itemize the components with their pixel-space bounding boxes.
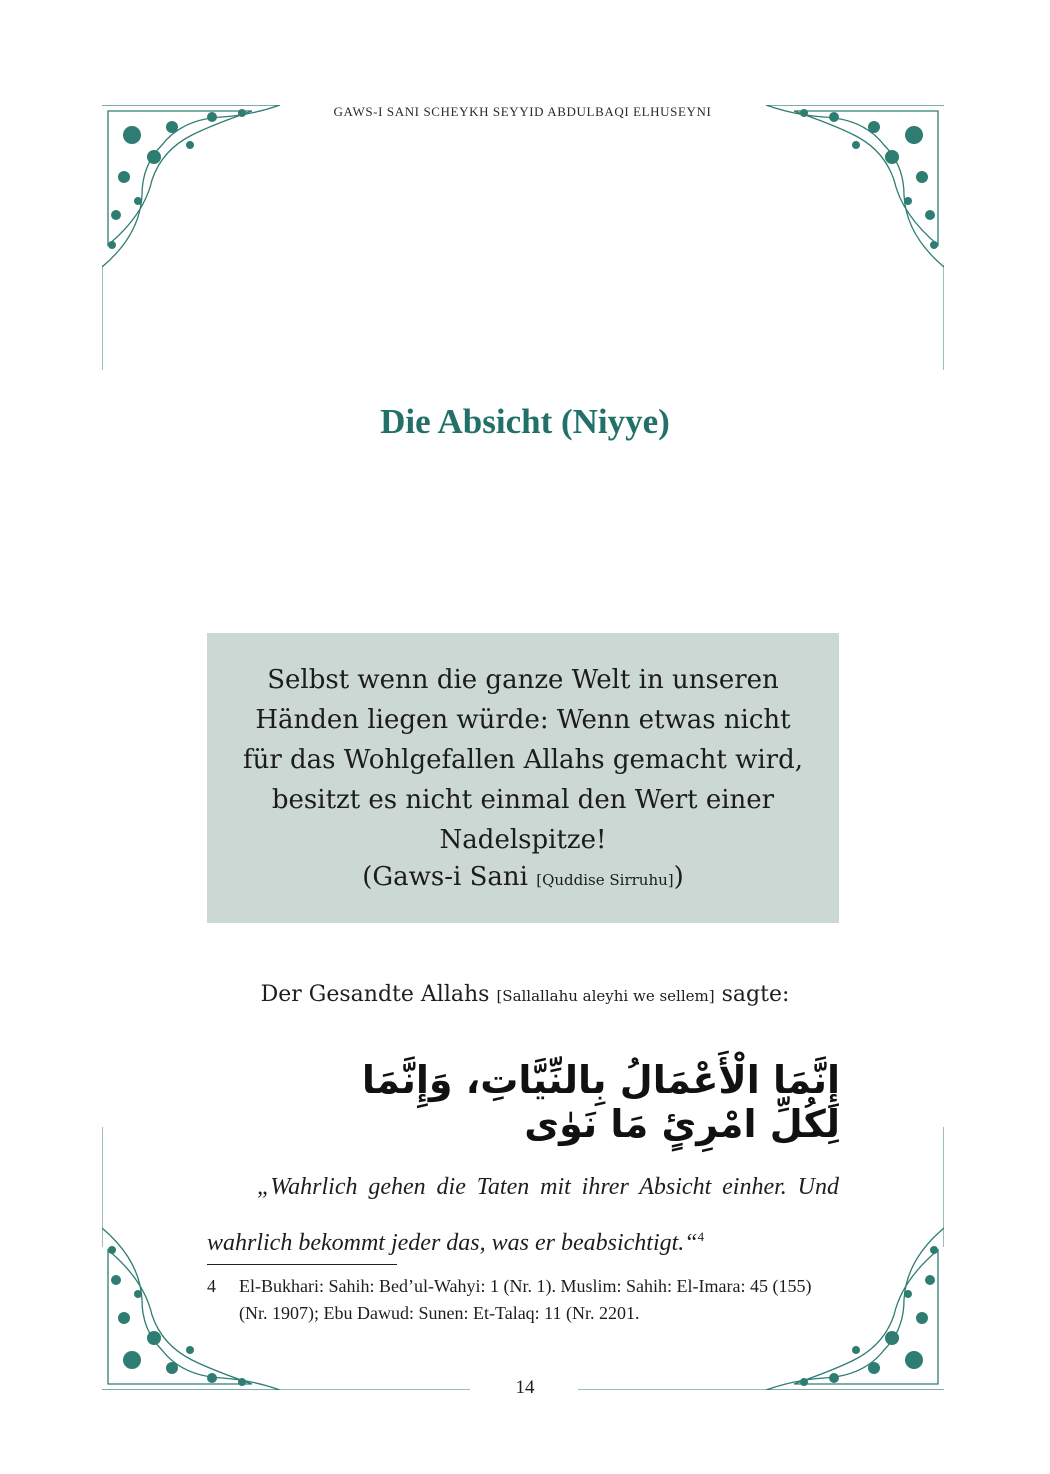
attribution-honorific: [Quddise Sirruhu] [536, 871, 674, 889]
frame-line-right-top [943, 265, 944, 370]
frame-line-left-top [102, 265, 103, 370]
chapter-title: Die Absicht (Niyye) [380, 402, 670, 441]
arabic-hadith: إِنَّمَا الْأَعْمَالُ بِالنِّيَّاتِ، وَإِنَّمَا لِكُلِّ امْرِئٍ مَا نَوٰى [361, 1058, 840, 1146]
translation-line-2 [207, 1212, 839, 1268]
quote-text [207, 660, 839, 860]
intro-honorific: [Sallallahu aleyhi we sellem] [496, 987, 715, 1005]
ornament-top-right [764, 105, 944, 270]
footnote-reference[interactable]: 4 [697, 1229, 705, 1244]
hadith-translation [207, 1162, 839, 1268]
quote-line: besitzt es nicht einmal den Wert einer [271, 785, 775, 815]
quote-line: Nadelspitze! [439, 825, 607, 855]
attribution-name: Gaws-i Sani [372, 862, 528, 892]
quote-attribution [207, 862, 839, 892]
intro-after: sagte: [721, 982, 790, 1007]
running-header: GAWS-I SANI SCHEYKH SEYYID ABDULBAQI ELHUSEYNI [333, 104, 712, 119]
footnote-text: El-Bukhari: Sahih: Bed’ul-Wahyi: 1 (Nr. 1). Muslim: Sahih: El-Imara: 45 (155) (Nr. 1907); Ebu Dawud: Sunen: Et-Talaq: 11 (Nr. 2201. [239, 1276, 812, 1323]
footnote [207, 1273, 839, 1327]
quote-line: für das Wohlgefallen Allahs gemacht wird, [242, 745, 804, 775]
hadith-intro [0, 982, 1050, 1007]
translation-line-1: „Wahrlich gehen die Taten mit ihrer Absicht einher. Und [257, 1174, 839, 1200]
quote-line: Selbst wenn die ganze Welt in unseren [267, 665, 779, 695]
footnote-number: 4 [207, 1276, 216, 1296]
footnote-rule [207, 1264, 397, 1265]
translation-line-2-text: wahrlich bekommt jeder das, was er beabsichtigt.“ [207, 1230, 698, 1256]
ornament-top-left [102, 105, 282, 270]
quote-line: Händen liegen würde: Wenn etwas nicht [255, 705, 791, 735]
attribution-open: ( [362, 862, 373, 892]
intro-before: Der Gesandte Allahs [260, 982, 490, 1007]
page-number: 14 [515, 1377, 535, 1398]
attribution-close: ) [673, 862, 684, 892]
